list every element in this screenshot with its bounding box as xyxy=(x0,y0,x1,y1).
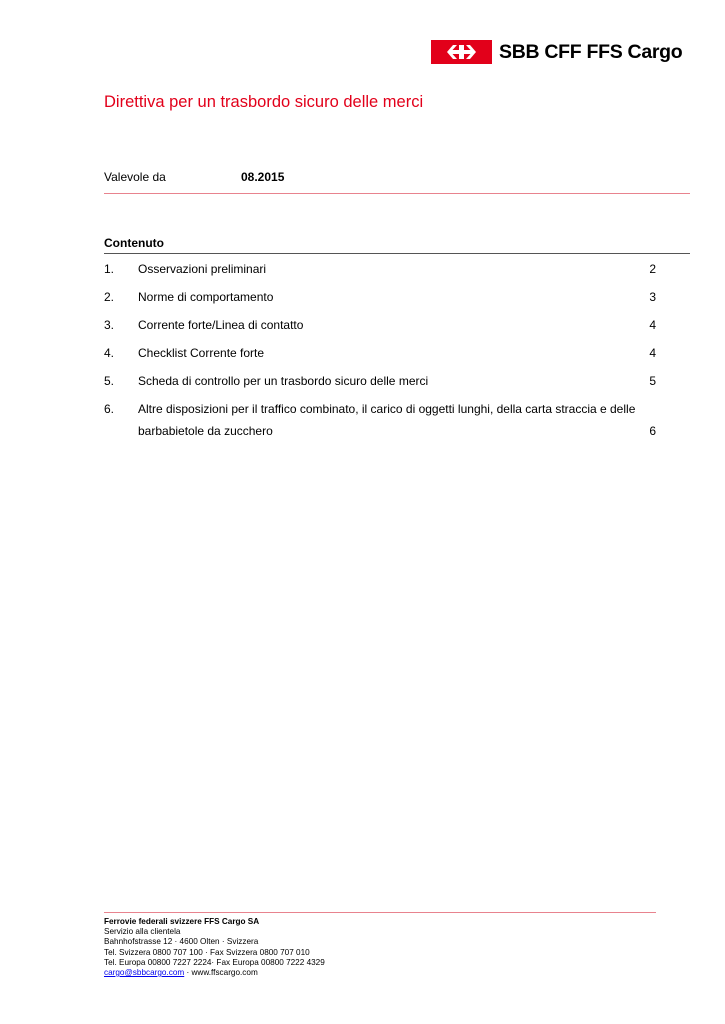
footer-web: · www.ffscargo.com xyxy=(184,968,258,978)
divider xyxy=(104,193,690,194)
logo-text: SBB CFF FFS Cargo xyxy=(499,40,683,63)
contents-heading: Contenuto xyxy=(104,236,164,250)
toc-number: 6. xyxy=(104,402,115,416)
toc-number: 3. xyxy=(104,318,115,332)
footer-address: Bahnhofstrasse 12 · 4600 Olten · Svizzera xyxy=(104,937,259,947)
company-logo xyxy=(431,40,682,64)
toc-number: 4. xyxy=(104,346,115,360)
toc-page: 4 xyxy=(649,346,656,360)
footer-service: Servizio alla clientela xyxy=(104,927,181,937)
toc-number: 1. xyxy=(104,262,115,276)
footer-divider xyxy=(104,912,656,913)
toc-text: Norme di comportamento xyxy=(138,290,274,304)
document-title: Direttiva per un trasbordo sicuro delle merci xyxy=(104,93,424,111)
validity-label: Valevole da xyxy=(104,170,166,184)
toc-text: barbabietole da zucchero xyxy=(138,424,273,438)
swiss-railways-arrows-icon xyxy=(431,40,492,64)
toc-number: 2. xyxy=(104,290,115,304)
validity-value: 08.2015 xyxy=(241,170,285,184)
toc-page: 6 xyxy=(649,424,656,438)
footer-phone-eu: Tel. Europa 00800 7227 2224· Fax Europa 00800 7222 4329 xyxy=(104,957,325,967)
toc-page: 3 xyxy=(649,290,656,304)
toc-text: Scheda di controllo per un trasbordo sicuro delle merci xyxy=(138,374,429,388)
toc-number: 5. xyxy=(104,374,115,388)
footer-company: Ferrovie federali svizzere FFS Cargo SA xyxy=(104,917,260,926)
toc-page: 4 xyxy=(649,318,656,332)
footer xyxy=(104,917,325,978)
toc-text: Checklist Corrente forte xyxy=(138,346,265,360)
email-link[interactable]: cargo@sbbcargo.com xyxy=(104,968,185,978)
toc-text: Osservazioni preliminari xyxy=(138,262,267,276)
toc-page: 5 xyxy=(649,374,656,388)
footer-phone-ch: Tel. Svizzera 0800 707 100 · Fax Svizzera 0800 707 010 xyxy=(104,947,310,957)
divider xyxy=(104,253,690,254)
toc-text: Altre disposizioni per il traffico combinato, il carico di oggetti lunghi, della carta straccia e delle xyxy=(138,402,636,416)
toc-text: Corrente forte/Linea di contatto xyxy=(138,318,304,332)
footer-contact xyxy=(104,968,325,978)
toc-page: 2 xyxy=(649,262,656,276)
